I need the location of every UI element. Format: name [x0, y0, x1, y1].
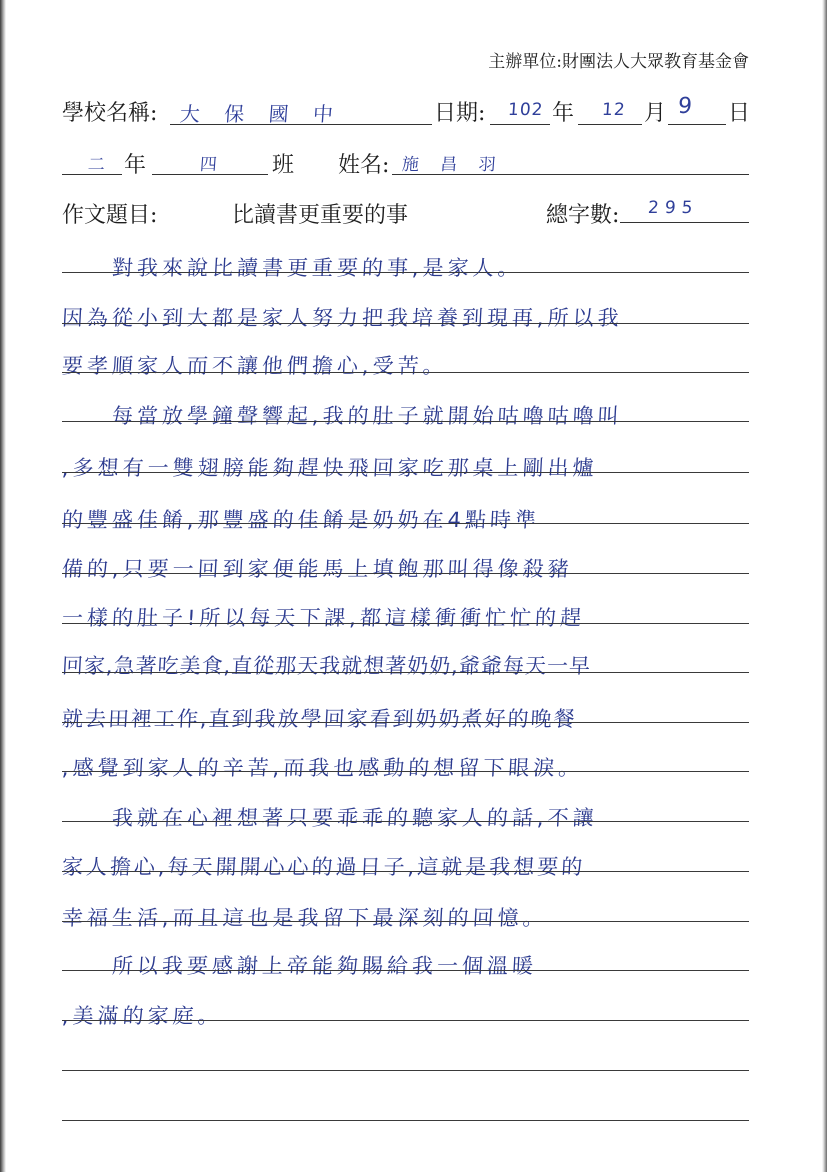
- year-unit: 年: [552, 101, 575, 126]
- class-value: 四: [199, 155, 227, 175]
- wordcount-underline: [620, 222, 749, 223]
- rule-line-11: [62, 771, 749, 772]
- essay-line-15: 所以我要感謝上帝能夠賜給我一個溫暖: [61, 954, 538, 978]
- essay-line-1: 對我來說比讀書更重要的事,是家人。: [61, 256, 524, 280]
- essay-line-14: 幸福生活,而且這也是我留下最深刻的回憶。: [61, 906, 549, 930]
- topic-value: 比讀書更重要的事: [232, 203, 409, 228]
- scan-edge-right: [822, 0, 827, 1172]
- school-date-row: [62, 92, 749, 132]
- essay-line-3: 要孝順家人而不讓他們擔心,受苦。: [61, 354, 449, 378]
- essay-line-16: ,美滿的家庭。: [61, 1004, 224, 1028]
- topic-label: 作文題目:: [62, 203, 158, 228]
- scan-edge-left: [0, 0, 6, 1172]
- essay-line-13: 家人擔心,每天開開心心的過日子,這就是我想要的: [61, 855, 586, 879]
- day-unit: 日: [728, 101, 751, 126]
- rule-line-18: [62, 1120, 749, 1121]
- wordcount-value: 295: [647, 198, 700, 218]
- essay-line-4: 每當放學鐘聲響起,我的肚子就開始咕嚕咕嚕叫: [61, 404, 624, 428]
- month-underline: [578, 124, 642, 125]
- wordcount-label: 總字數:: [546, 203, 620, 228]
- essay-line-9: 回家,急著吃美食,直從那天我就想著奶奶,爺爺每天一早: [61, 654, 592, 678]
- rule-line-4: [62, 421, 749, 422]
- day-underline: [668, 124, 726, 125]
- essay-line-7: 備的,只要一回到家便能馬上填飽那叫得像殺豬: [61, 557, 574, 581]
- rule-line-13: [62, 871, 749, 872]
- rule-line-2: [62, 323, 749, 324]
- grade-class-name-row: [62, 144, 749, 184]
- essay-line-2: 因為從小到大都是家人努力把我培養到現再,所以我: [61, 306, 624, 330]
- rule-line-10: [62, 722, 749, 723]
- rule-line-1: [62, 272, 749, 273]
- essay-line-8: 一樣的肚子!所以每天下課,都這樣衝衝忙忙的趕: [61, 606, 586, 630]
- grade-value: 二: [87, 155, 115, 175]
- essay-line-11: ,感覺到家人的辛苦,而我也感動的想留下眼淚。: [61, 756, 584, 780]
- essay-line-5: ,多想有一雙翅膀能夠趕快飛回家吃那桌上剛出爐: [61, 456, 599, 480]
- day-value: 9: [677, 94, 694, 119]
- name-value: 施 昌 羽: [401, 155, 505, 175]
- essay-line-10: 就去田裡工作,直到我放學回家看到奶奶煮好的晚餐: [61, 707, 578, 731]
- rule-line-12: [62, 821, 749, 822]
- rule-line-6: [62, 523, 749, 524]
- rule-line-14: [62, 921, 749, 922]
- rule-line-16: [62, 1020, 749, 1021]
- year-value: 102: [507, 100, 545, 120]
- rule-line-9: [62, 672, 749, 673]
- essay-line-6: 的豐盛佳餚,那豐盛的佳餚是奶奶在4點時準: [61, 508, 541, 532]
- rule-line-8: [62, 623, 749, 624]
- rule-line-5: [62, 472, 749, 473]
- school-label: 學校名稱:: [62, 101, 158, 126]
- school-value: 大 保 國 中: [179, 102, 343, 126]
- month-value: 12: [601, 100, 627, 120]
- date-label: 日期:: [434, 101, 486, 126]
- rule-line-7: [62, 573, 749, 574]
- month-unit: 月: [644, 101, 667, 126]
- name-label: 姓名:: [338, 153, 390, 178]
- sponsor-line: 主辦單位:財團法人大眾教育基金會: [488, 52, 749, 72]
- year-underline: [490, 124, 550, 125]
- topic-row: [62, 194, 749, 234]
- rule-line-15: [62, 970, 749, 971]
- class-unit: 班: [272, 153, 295, 178]
- rule-line-3: [62, 372, 749, 373]
- rule-line-17: [62, 1070, 749, 1071]
- essay-line-12: 我就在心裡想著只要乖乖的聽家人的話,不讓: [61, 806, 599, 830]
- grade-unit: 年: [124, 153, 147, 178]
